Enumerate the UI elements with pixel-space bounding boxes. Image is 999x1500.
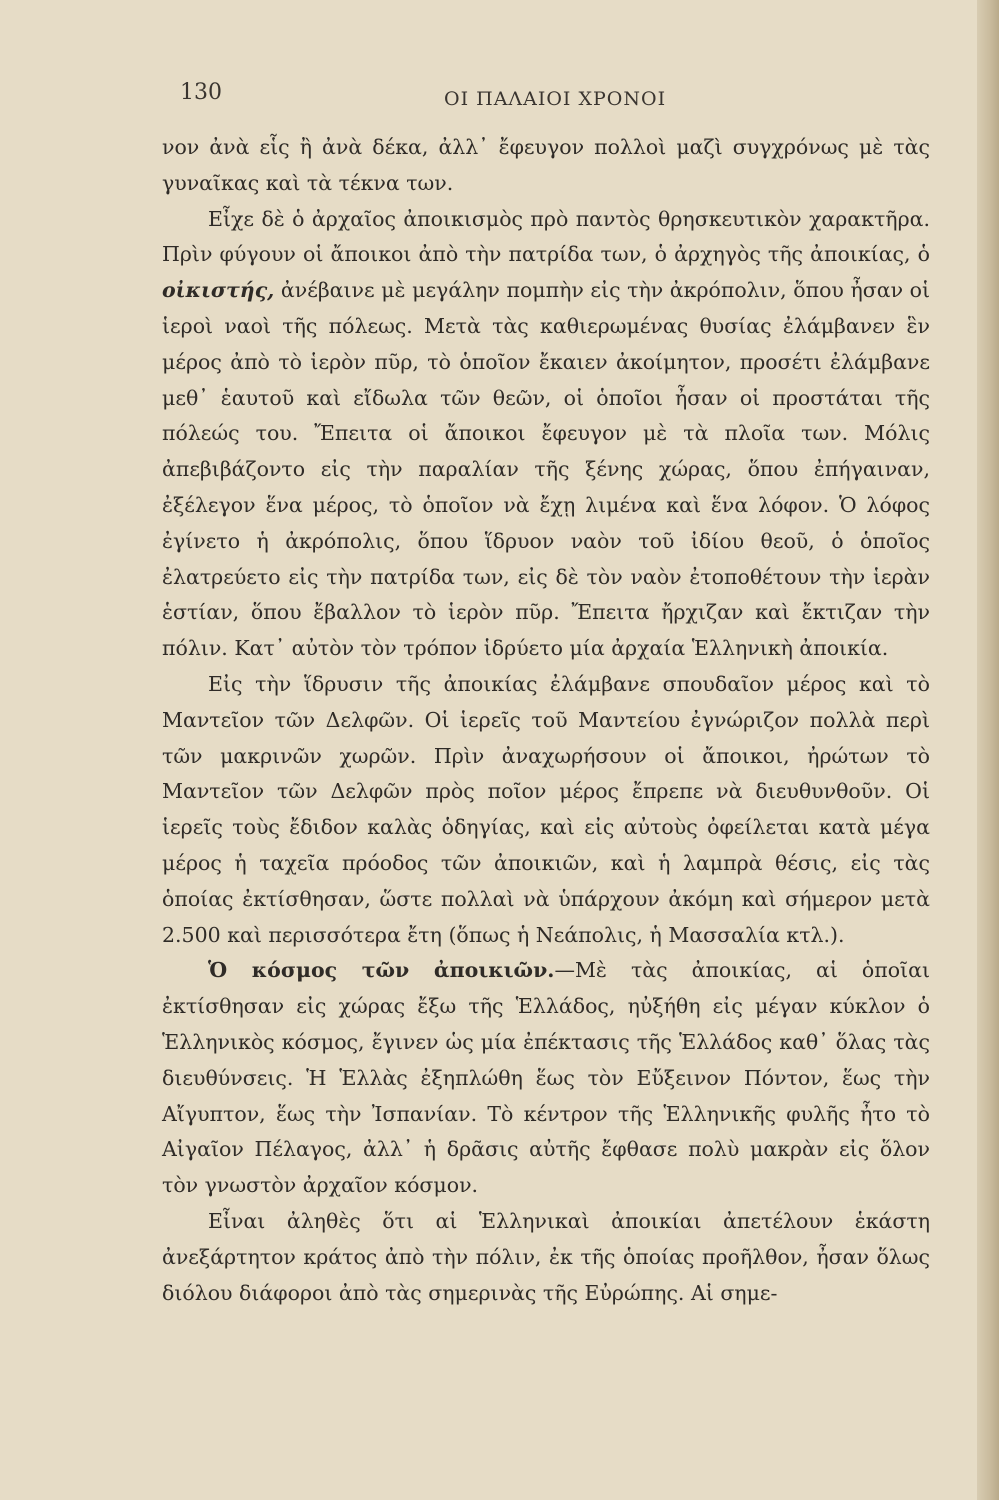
page-edge: [977, 0, 999, 1500]
paragraph-3: Εἰς τὴν ἵδρυσιν τῆς ἀποικίας ἐλάμβανε σπουδαῖον μέρος καὶ τὸ Μαντεῖον τῶν Δελφῶν. Οἱ ἱερεῖς τοῦ Μαντείου ἐγνώριζον πολλὰ περὶ τῶν μακρινῶν χωρῶν. Πρὶν ἀναχωρήσουν οἱ ἄποικοι, ἠρώτων τὸ Μαντεῖον τῶν Δελφῶν πρὸς ποῖον μέρος ἔπρεπε νὰ διευθυνθοῦν. Οἱ ἱερεῖς τοὺς ἔδιδον καλὰς ὁδηγίας, καὶ εἰς αὐτοὺς ὀφείλεται κατὰ μέγα μέρος ἡ ταχεῖα πρόοδος τῶν ἀποικιῶν, καὶ ἡ λαμπρὰ θέσις, εἰς τὰς ὁποίας ἐκτίσθησαν, ὥστε πολλαὶ νὰ ὑπάρχουν ἀκόμη καὶ σήμερον μετὰ 2.500 καὶ περισσότερα ἔτη (ὅπως ἡ Νεάπολις, ἡ Μασσαλία κτλ.).: [162, 671, 930, 947]
body-text: [162, 130, 930, 1311]
paragraph-4: [162, 953, 930, 1204]
oikistis-term: οἰκιστής,: [162, 278, 275, 303]
paragraph-1: νον ἀνὰ εἷς ἢ ἀνὰ δέκα, ἀλλ᾽ ἔφευγον πολλοὶ μαζὶ συγχρόνως μὲ τὰς γυναῖκας καὶ τὰ τέκνα των.: [162, 135, 930, 195]
paragraph-5: Εἶναι ἀληθὲς ὅτι αἱ Ἑλληνικαὶ ἀποικίαι ἀπετέλουν ἑκάστη ἀνεξάρτητον κράτος ἀπὸ τὴν πόλιν, ἐκ τῆς ὁποίας προῆλθον, ἦσαν ὅλως διόλου διάφοροι ἀπὸ τὰς σημερινὰς τῆς Εὐρώπης. Αἱ σημε-: [162, 1208, 930, 1305]
paragraph-2-text-a: Εἶχε δὲ ὁ ἀρχαῖος ἀποικισμὸς πρὸ παντὸς θρησκευτικὸν χαρακτῆρα. Πρὶν φύγουν οἱ ἄποικοι ἀπὸ τὴν πατρίδα των, ὁ ἀρχηγὸς τῆς ἀποικίας, ὁ: [162, 206, 930, 267]
page-header: [0, 80, 999, 120]
paragraph-4-text: —Μὲ τὰς ἀποικίας, αἱ ὁποῖαι ἐκτίσθησαν εἰς χώρας ἔξω τῆς Ἑλλάδος, ηὐξήθη εἰς μέγαν κύκλον ὁ Ἑλληνικὸς κόσμος, ἔγινεν ὡς μία ἐπέκτασις τῆς Ἑλλάδος καθ᾽ ὅλας τὰς διευθύνσεις. Ἡ Ἑλλὰς ἐξηπλώθη ἕως τὸν Εὔξεινον Πόντον, ἕως τὴν Αἴγυπτον, ἕως τὴν Ἰσπανίαν. Τὸ κέντρον τῆς Ἑλληνικῆς φυλῆς ἦτο τὸ Αἰγαῖον Πέλαγος, ἀλλ᾽ ἡ δρᾶσις αὐτῆς ἔφθασε πολὺ μακρὰν εἰς ὅλον τὸν γνωστὸν ἀρχαῖον κόσμον.: [162, 958, 930, 1198]
section-heading: Ὁ κόσμος τῶν ἀποικιῶν.: [208, 958, 555, 983]
page-number: 130: [180, 80, 222, 105]
running-title: ΟΙ ΠΑΛΑΙΟΙ ΧΡΟΝΟΙ: [444, 88, 667, 110]
paragraph-2-text-b: ἀνέβαινε μὲ μεγάλην πομπὴν εἰς τὴν ἀκρόπολιν, ὅπου ἦσαν οἱ ἱεροὶ ναοὶ τῆς πόλεως. Μετὰ τὰς καθιερωμένας θυσίας ἐλάμβανεν ἓν μέρος ἀπὸ τὸ ἱερὸν πῦρ, τὸ ὁποῖον ἔκαιεν ἀκοίμητον, προσέτι ἐλάμβανε μεθ᾽ ἑαυτοῦ καὶ εἴδωλα τῶν θεῶν, οἱ ὁποῖοι ἦσαν οἱ προστάται τῆς πόλεώς του. Ἔπειτα οἱ ἄποικοι ἔφευγον μὲ τὰ πλοῖα των. Μόλις ἀπεβιβάζοντο εἰς τὴν παραλίαν τῆς ξένης χώρας, ὅπου ἐπήγαιναν, ἐξέλεγον ἕνα μέρος, τὸ ὁποῖον νὰ ἔχῃ λιμένα καὶ ἕνα λόφον. Ὁ λόφος ἐγίνετο ἡ ἀκρόπολις, ὅπου ἵδρυον ναὸν τοῦ ἰδίου θεοῦ, ὁ ὁποῖος ἐλατρεύετο εἰς τὴν πατρίδα των, εἰς δὲ τὸν ναὸν ἐτοποθέτουν τὴν ἱερὰν ἑστίαν, ὅπου ἔβαλλον τὸ ἱερὸν πῦρ. Ἔπειτα ἤρχιζαν καὶ ἔκτιζαν τὴν πόλιν. Κατ᾽ αὐτὸν τὸν τρόπον ἱδρύετο μία ἀρχαία Ἑλληνικὴ ἀποικία.: [162, 278, 930, 661]
paragraph-2: [162, 202, 930, 667]
